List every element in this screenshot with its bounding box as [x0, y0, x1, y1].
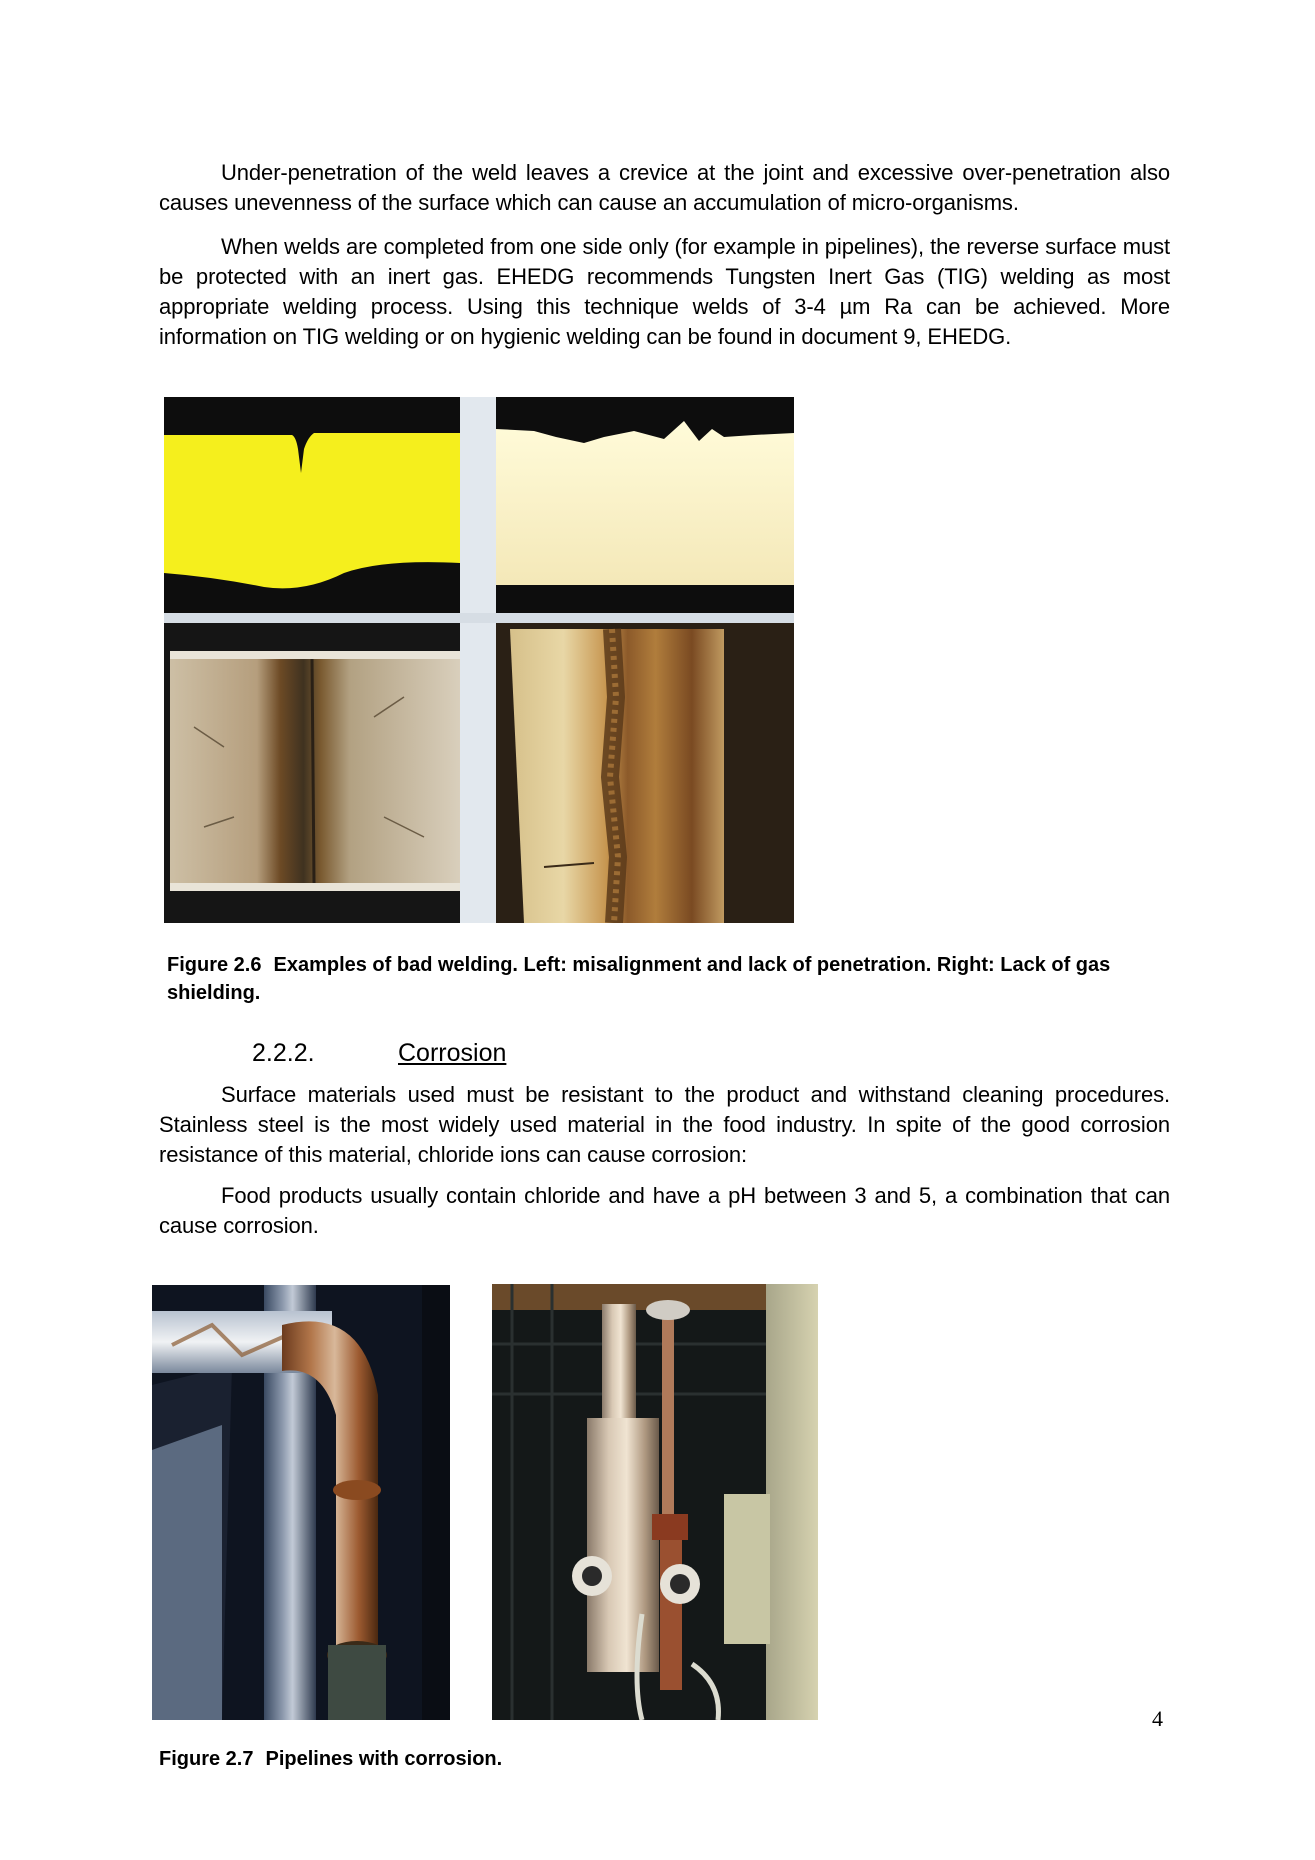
figure-2-6-image: [164, 397, 794, 923]
figure-2-7-text: Pipelines with corrosion.: [265, 1748, 503, 1770]
section-heading: [252, 1037, 506, 1069]
paragraph-tig-welding: When welds are completed from one side only (for example in pipelines), the reverse surface must be protected with an inert gas. EHEDG recommends Tungsten Inert Gas (TIG) welding as most appropriate welding process. Using this technique welds of 3-4 µm Ra can be achieved. More information on TIG welding or on hygienic welding can be found in document 9, EHEDG.: [159, 234, 1170, 349]
figure-2-7-caption: [159, 1745, 959, 1773]
paragraph-under-penetration: Under-penetration of the weld leaves a crevice at the joint and excessive over-penetration also causes unevenness of the surface which can cause an accumulation of micro-organisms.: [159, 160, 1170, 215]
page-number: 4: [1152, 1706, 1163, 1731]
section-number: 2.2.2.: [252, 1039, 315, 1067]
section-title: Corrosion: [398, 1039, 507, 1067]
figure-2-7-left-photo: [152, 1285, 450, 1720]
figure-2-6-text: Examples of bad welding. Left: misalignment and lack of penetration. Right: Lack of gas shielding.: [167, 954, 1111, 1004]
paragraph-surface-materials: Surface materials used must be resistant to the product and withstand cleaning procedures. Stainless steel is the most widely used material in the food industry. In spite of the good corrosion resistance of this material, chloride ions can cause corrosion:: [159, 1082, 1170, 1167]
figure-2-6-label: Figure 2.6: [167, 954, 262, 976]
figure-2-7-label: Figure 2.7: [159, 1748, 254, 1770]
figure-2-6-caption: [167, 951, 1177, 1007]
figure-2-7-right-photo: [492, 1284, 818, 1720]
paragraph-food-products: Food products usually contain chloride and have a pH between 3 and 5, a combination that can cause corrosion.: [159, 1183, 1170, 1238]
